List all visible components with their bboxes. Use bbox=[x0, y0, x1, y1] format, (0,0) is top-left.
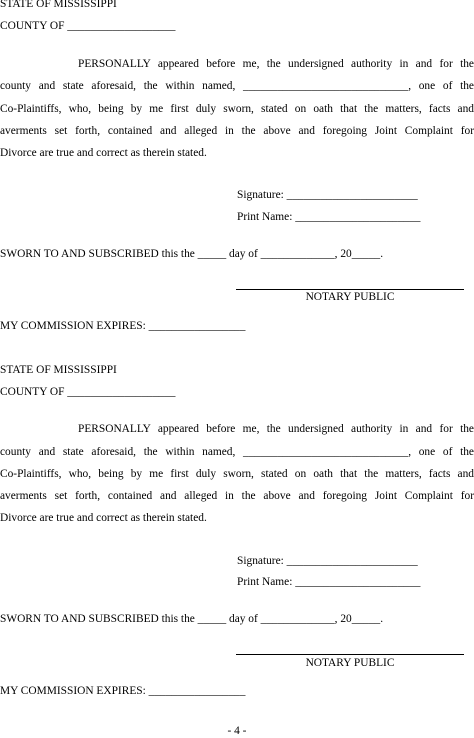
print-name-line: Print Name: ______________________ bbox=[237, 211, 421, 223]
commission-expires-line: MY COMMISSION EXPIRES: _________________ bbox=[0, 685, 246, 697]
paragraph-line: county and state aforesaid, the within named, _____________________________, one of the bbox=[0, 80, 474, 92]
county-line: COUNTY OF ___________________ bbox=[0, 386, 176, 398]
signature-line: Signature: _______________________ bbox=[237, 189, 418, 201]
print-name-line: Print Name: ______________________ bbox=[237, 576, 421, 588]
paragraph-line: averments set forth, contained and alleged in the above and foregoing Joint Complaint for bbox=[0, 125, 474, 137]
commission-expires-line: MY COMMISSION EXPIRES: _________________ bbox=[0, 320, 246, 332]
signature-line: Signature: _______________________ bbox=[237, 555, 418, 567]
state-heading: STATE OF MISSISSIPPI bbox=[0, 364, 117, 376]
paragraph-line: Divorce are true and correct as therein stated. bbox=[0, 147, 207, 159]
notary-public-label: NOTARY PUBLIC bbox=[305, 291, 395, 303]
paragraph-line: PERSONALLY appeared before me, the undersigned authority in and for the bbox=[78, 58, 474, 70]
sworn-line: SWORN TO AND SUBSCRIBED this the _____ day of _____________, 20_____. bbox=[0, 248, 384, 260]
sworn-line: SWORN TO AND SUBSCRIBED this the _____ day of _____________, 20_____. bbox=[0, 613, 384, 625]
paragraph-line: averments set forth, contained and alleged in the above and foregoing Joint Complaint for bbox=[0, 490, 474, 502]
paragraph-line: Co-Plaintiffs, who, being by me first duly sworn, stated on oath that the matters, facts and bbox=[0, 103, 474, 115]
notary-signature-rule bbox=[236, 654, 464, 655]
county-line: COUNTY OF ___________________ bbox=[0, 20, 176, 32]
state-heading: STATE OF MISSISSIPPI bbox=[0, 0, 117, 10]
paragraph-line: Co-Plaintiffs, who, being by me first duly sworn, stated on oath that the matters, facts and bbox=[0, 468, 474, 480]
paragraph-line: county and state aforesaid, the within named, _____________________________, one of the bbox=[0, 446, 474, 458]
paragraph-line: PERSONALLY appeared before me, the undersigned authority in and for the bbox=[78, 423, 474, 435]
notary-public-label: NOTARY PUBLIC bbox=[305, 657, 395, 669]
page-number: - 4 - bbox=[227, 725, 247, 737]
paragraph-line: Divorce are true and correct as therein stated. bbox=[0, 512, 207, 524]
